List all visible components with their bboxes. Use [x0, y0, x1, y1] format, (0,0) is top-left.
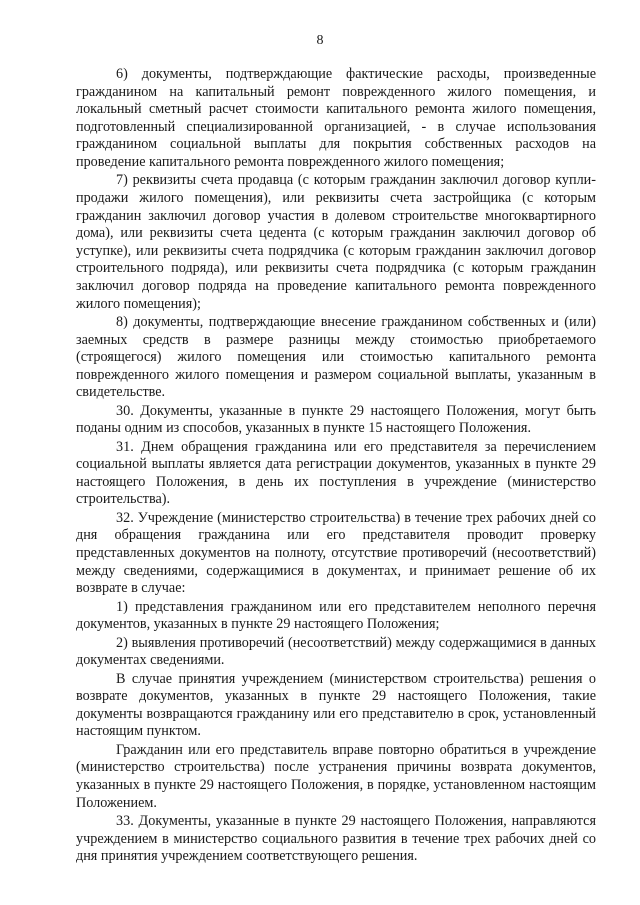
paragraph-clause-32-item-1: 1) представления гражданином или его представителем неполного перечня документов, указанных в пункте 29 настоящего Положения;	[76, 598, 596, 633]
paragraph-item-8: 8) документы, подтверждающие внесение гражданином собственных и (или) заемных средств в размере разницы между стоимостью приобретаемого (строящегося) жилого помещения или стоимостью капитального ремонта поврежденного жилого помещения и размером социальной выплаты, указанным в свидетельстве.	[76, 313, 596, 401]
page-number: 8	[316, 33, 324, 48]
document-body	[76, 66, 596, 866]
paragraph-clause-31: 31. Днем обращения гражданина или его представителя за перечислением социальной выплаты является дата регистрации документов, указанных в пункте 29 настоящего Положения, в день их поступления в учреждение (министерство строительства).	[76, 438, 596, 508]
paragraph-return-decision: В случае принятия учреждением (министерством строительства) решения о возврате документов, указанных в пункте 29 настоящего Положения, такие документы возвращаются гражданину или его представителю в срок, установленный настоящим пунктом.	[76, 670, 596, 740]
paragraph-item-7: 7) реквизиты счета продавца (с которым гражданин заключил договор купли-продажи жилого помещения), или реквизиты счета застройщика (с которым гражданин заключил договор участия в долевом строительстве многоквартирного дома), или реквизиты счета цедента (с которым гражданин заключил договор об уступке), или реквизиты счета подрядчика (с которым гражданин заключил договор строительного подряда), или реквизиты счета подрядчика (с которым гражданин заключил договор подряда на проведение капитального ремонта поврежденного жилого помещения);	[76, 172, 596, 312]
paragraph-clause-32: 32. Учреждение (министерство строительства) в течение трех рабочих дней со дня обращения гражданина или его представителя проводит проверку представленных документов на полноту, отсутствие противоречий (несоответствий) между сведениями, содержащимися в документах, и принимает решение об их возврате в случае:	[76, 509, 596, 597]
paragraph-clause-33: 33. Документы, указанные в пункте 29 настоящего Положения, направляются учреждением в министерство социального развития в течение трех рабочих дней со дня принятия учреждением соответствующего решения.	[76, 812, 596, 865]
paragraph-resubmission: Гражданин или его представитель вправе повторно обратиться в учреждение (министерство строительства) после устранения причины возврата документов, указанных в пункте 29 настоящего Положения, в порядке, установленном настоящим Положением.	[76, 741, 596, 811]
paragraph-clause-32-item-2: 2) выявления противоречий (несоответствий) между содержащимися в данных документах сведениями.	[76, 634, 596, 669]
paragraph-clause-30: 30. Документы, указанные в пункте 29 настоящего Положения, могут быть поданы одним из способов, указанных в пункте 15 настоящего Положения.	[76, 402, 596, 437]
paragraph-item-6: 6) документы, подтверждающие фактические расходы, произведенные гражданином на капитальный ремонт поврежденного жилого помещения, и локальный сметный расчет стоимости капитального ремонта жилого помещения, подготовленный специализированной организацией, - в случае использования гражданином социальной выплаты для покрытия собственных расходов на проведение капитального ремонта поврежденного жилого помещения;	[76, 66, 596, 170]
